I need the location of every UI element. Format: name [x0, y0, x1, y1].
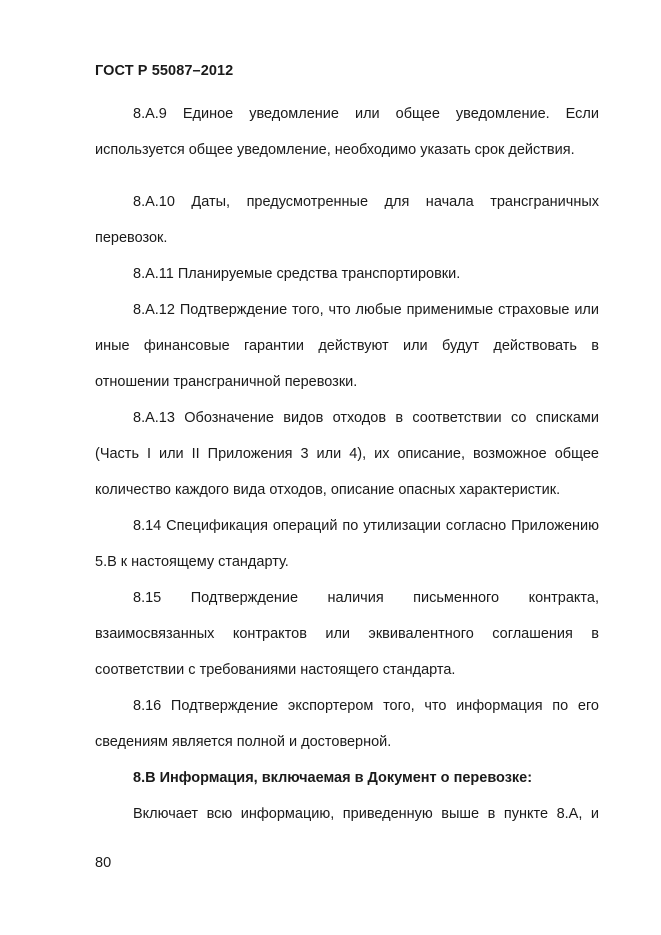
document-body: [95, 96, 599, 832]
paragraph-8a13: 8.А.13 Обозначение видов отходов в соответствии со списками (Часть I или II Приложения 3 или 4), их описание, возможное общее количество каждого вида отходов, описание опасных характеристик.: [95, 410, 599, 498]
document-header: ГОСТ Р 55087–2012: [95, 63, 234, 79]
paragraph-8-14: 8.14 Спецификация операций по утилизации согласно Приложению 5.В к настоящему стандарту.: [95, 518, 599, 570]
page-number: 80: [95, 855, 112, 871]
paragraph-8-15: 8.15 Подтверждение наличия письменного контракта, взаимосвязанных контрактов или эквивалентного соглашения в соответствии с требованиями настоящего стандарта.: [95, 590, 599, 678]
paragraph-8a9: 8.А.9 Единое уведомление или общее уведомление. Если используется общее уведомление, необходимо указать срок действия.: [95, 106, 599, 158]
paragraph-8a11: 8.А.11 Планируемые средства транспортировки.: [133, 266, 461, 282]
section-heading-8b: 8.В Информация, включаемая в Документ о перевозке:: [133, 770, 533, 786]
paragraph-8b-intro: Включает всю информацию, приведенную выше в пункте 8.А, и: [133, 806, 599, 822]
paragraph-8-16: 8.16 Подтверждение экспортером того, что информация по его сведениям является полной и достоверной.: [95, 698, 599, 750]
paragraph-8a12: 8.А.12 Подтверждение того, что любые применимые страховые или иные финансовые гарантии действуют или будут действовать в отношении трансграничной перевозки.: [95, 302, 599, 390]
paragraph-8a10: 8.А.10 Даты, предусмотренные для начала трансграничных перевозок.: [95, 194, 599, 246]
